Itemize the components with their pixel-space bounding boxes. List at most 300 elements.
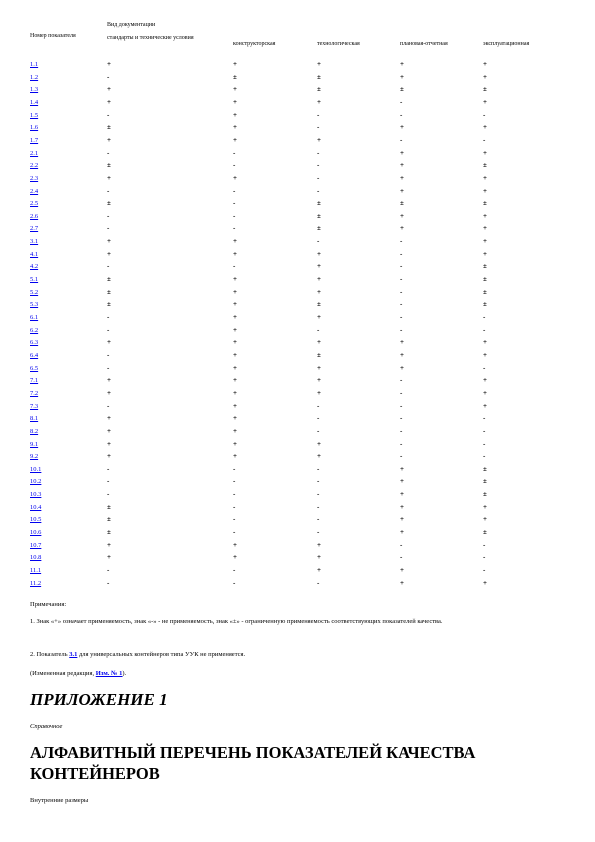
applicability-cell: + [400, 477, 404, 486]
indicator-number-cell [30, 539, 41, 552]
applicability-cell: - [483, 566, 486, 574]
applicability-cell: - [107, 72, 110, 81]
applicability-cell: - [107, 350, 110, 359]
applicability-cell: + [317, 287, 321, 296]
applicability-cell: - [233, 199, 236, 208]
applicability-cell: + [233, 135, 237, 144]
applicability-cell: ± [317, 211, 321, 220]
table-row [0, 362, 595, 374]
table-row [0, 147, 595, 159]
indicator-number-cell [30, 349, 38, 362]
applicability-cell: + [483, 173, 487, 182]
applicability-cell: + [233, 249, 237, 258]
indicator-number-link[interactable]: 2.3 [30, 174, 39, 182]
applicability-cell: - [107, 363, 110, 372]
indicator-number-link[interactable]: 6.5 [30, 364, 39, 372]
applicability-cell: + [400, 173, 404, 182]
table-row [0, 501, 595, 513]
indicator-number-link[interactable]: 2.7 [30, 225, 39, 233]
applicability-cell: + [483, 211, 487, 220]
applicability-cell: + [107, 426, 111, 435]
table-row [0, 412, 595, 424]
table-row [0, 349, 595, 361]
table-row [0, 475, 595, 487]
applicability-cell: - [317, 578, 320, 587]
applicability-cell: - [107, 110, 110, 119]
indicator-number-link[interactable]: 7.2 [30, 389, 39, 397]
applicability-cell: + [107, 376, 111, 385]
applicability-cell: - [233, 528, 236, 537]
header-standards: стандарты и технические условия [107, 35, 194, 41]
indicator-number-link[interactable]: 6.1 [30, 314, 39, 321]
applicability-cell: - [483, 553, 486, 562]
indicator-number-link[interactable]: 10.7 [30, 541, 42, 549]
applicability-cell: - [317, 464, 320, 473]
applicability-cell: + [317, 540, 321, 549]
note-2-text: 2. Показатель [30, 651, 70, 658]
indicator-number-cell [30, 450, 38, 463]
indicator-number-link[interactable]: 10.4 [30, 503, 42, 511]
applicability-cell: - [400, 313, 403, 321]
applicability-cell: + [317, 439, 321, 448]
applicability-cell: + [233, 452, 237, 461]
applicability-cell: - [317, 325, 320, 334]
applicability-cell: - [233, 477, 236, 486]
applicability-cell: + [317, 363, 321, 372]
applicability-cell: - [317, 401, 320, 410]
applicability-cell: - [400, 110, 403, 119]
applicability-cell: ± [107, 199, 111, 208]
indicator-number-link[interactable]: 11.1 [30, 567, 42, 574]
applicability-cell: - [317, 161, 320, 170]
indicator-number-link[interactable]: 6.3 [30, 339, 39, 347]
applicability-cell: ± [107, 300, 111, 309]
indicator-number-link[interactable]: 2.2 [30, 162, 39, 170]
applicability-cell: - [233, 186, 236, 195]
indicator-number-cell [30, 400, 38, 413]
header-technological: технологическая [317, 41, 360, 47]
indicator-number-link[interactable]: 6.4 [30, 351, 39, 359]
applicability-cell: - [317, 477, 320, 486]
indicator-number-cell [30, 475, 41, 488]
applicability-cell: + [233, 287, 237, 296]
applicability-cell: - [400, 97, 403, 106]
indicator-number-link[interactable]: 11.2 [30, 579, 42, 587]
indicator-number-link[interactable]: 1.1 [30, 61, 39, 68]
applicability-cell: ± [483, 275, 487, 284]
header-doc-type: Вид документации [107, 22, 156, 28]
applicability-cell: + [233, 173, 237, 182]
applicability-cell: + [233, 338, 237, 347]
applicability-cell: + [317, 262, 321, 271]
applicability-cell: + [400, 123, 404, 132]
applicability-cell: + [400, 502, 404, 511]
applicability-cell: + [107, 85, 111, 94]
applicability-cell: - [107, 186, 110, 195]
applicability-cell: + [400, 528, 404, 537]
table-row [0, 235, 595, 247]
indicator-number-cell [30, 526, 41, 539]
applicability-cell: + [483, 97, 487, 106]
indicator-number-cell [30, 71, 38, 84]
indicator-number-cell [30, 501, 41, 514]
applicability-cell: - [400, 325, 403, 334]
table-row [0, 374, 595, 386]
table-row [0, 286, 595, 298]
indicator-number-link[interactable]: 7.1 [30, 377, 39, 385]
applicability-cell: - [400, 439, 403, 448]
applicability-cell: + [107, 540, 111, 549]
applicability-cell: + [400, 578, 404, 587]
applicability-cell: - [233, 211, 236, 220]
applicability-cell: ± [483, 300, 487, 309]
table-row [0, 273, 595, 285]
applicability-cell: ± [107, 502, 111, 511]
applicability-cell: - [483, 414, 486, 423]
applicability-cell: + [233, 414, 237, 423]
applicability-cell: - [400, 135, 403, 144]
applicability-cell: + [107, 173, 111, 182]
applicability-cell: + [400, 211, 404, 220]
applicability-cell: - [107, 325, 110, 334]
table-row [0, 109, 595, 121]
indicator-number-link[interactable]: 1.2 [30, 73, 39, 81]
indicator-number-cell [30, 286, 38, 299]
table-row [0, 58, 595, 70]
table-row [0, 121, 595, 133]
indicator-number-link[interactable]: 10.2 [30, 478, 42, 486]
applicability-cell: + [233, 350, 237, 359]
indicator-number-cell [30, 577, 41, 590]
header-indicator-number: Номер показателя [30, 33, 76, 39]
applicability-cell: - [233, 490, 236, 499]
applicability-cell: + [107, 414, 111, 423]
applicability-cell: - [400, 426, 403, 435]
amendment-link[interactable]: Изм. № 1 [95, 670, 123, 677]
indicator-number-cell [30, 58, 38, 71]
indicator-number-link[interactable]: 7.3 [30, 402, 39, 410]
indicator-number-link[interactable]: 5.1 [30, 276, 39, 284]
applicability-cell: - [400, 275, 403, 284]
applicability-cell: - [233, 578, 236, 587]
indicator-number-link[interactable]: 2.5 [30, 200, 39, 208]
indicator-number-cell [30, 260, 38, 273]
table-row [0, 324, 595, 336]
indicator-number-link[interactable]: 5.3 [30, 301, 39, 309]
applicability-cell: + [400, 161, 404, 170]
applicability-cell: - [400, 401, 403, 410]
applicability-cell: + [483, 338, 487, 347]
table-row [0, 539, 595, 551]
indicator-number-cell [30, 109, 38, 122]
applicability-cell: ± [317, 350, 321, 359]
indicator-number-link[interactable]: 1.7 [30, 136, 39, 144]
applicability-cell: - [107, 211, 110, 220]
appendix-title: ПРИЛОЖЕНИЕ 1 [30, 690, 168, 709]
table-row [0, 450, 595, 462]
table-row [0, 222, 595, 234]
indicator-number-cell [30, 311, 38, 324]
applicability-cell: + [483, 186, 487, 195]
applicability-cell: ± [317, 72, 321, 81]
table-row [0, 311, 595, 323]
applicability-cell: - [107, 464, 110, 473]
applicability-cell: ± [483, 161, 487, 170]
indicator-number-link[interactable]: 10.3 [30, 491, 42, 499]
indicator-number-cell [30, 96, 38, 109]
indicator-number-link[interactable]: 10.6 [30, 529, 42, 537]
indicator-number-link[interactable]: 2.4 [30, 187, 39, 195]
applicability-cell: + [400, 515, 404, 524]
applicability-cell: - [483, 325, 486, 334]
applicability-cell: ± [483, 199, 487, 208]
indicator-number-cell [30, 273, 38, 286]
applicability-cell: ± [400, 85, 404, 94]
applicability-cell: - [400, 388, 403, 397]
note-3-text: (Измененная редакция, [30, 670, 96, 677]
applicability-cell: ± [483, 464, 487, 473]
indicator-number-cell [30, 488, 41, 501]
applicability-cell: + [400, 363, 404, 372]
applicability-cell: + [400, 490, 404, 499]
applicability-cell: + [233, 363, 237, 372]
applicability-cell: + [400, 338, 404, 347]
applicability-cell: + [317, 376, 321, 385]
applicability-cell: + [400, 224, 404, 233]
applicability-cell: + [233, 237, 237, 246]
table-row [0, 577, 595, 589]
applicability-cell: - [483, 426, 486, 435]
applicability-cell: - [483, 540, 486, 549]
applicability-cell: + [107, 452, 111, 461]
indicator-number-link[interactable]: 1.4 [30, 98, 39, 106]
applicability-cell: ± [483, 287, 487, 296]
applicability-cell: + [317, 313, 321, 321]
applicability-cell: ± [107, 287, 111, 296]
table-row [0, 425, 595, 437]
applicability-cell: - [233, 262, 236, 271]
applicability-cell: + [317, 135, 321, 144]
applicability-cell: - [107, 477, 110, 486]
indicator-number-cell [30, 374, 38, 387]
indicator-number-link[interactable]: 4.2 [30, 263, 39, 271]
applicability-cell: + [483, 123, 487, 132]
table-row [0, 298, 595, 310]
table-row [0, 336, 595, 348]
indicator-number-link[interactable]: 2.6 [30, 212, 39, 220]
applicability-cell: - [400, 287, 403, 296]
applicability-cell: - [483, 313, 486, 321]
applicability-cell: - [400, 414, 403, 423]
applicability-cell: - [317, 123, 320, 132]
applicability-cell: + [483, 401, 487, 410]
table-row [0, 134, 595, 146]
indicator-number-cell [30, 172, 38, 185]
applicability-cell: + [233, 426, 237, 435]
applicability-cell: - [233, 566, 236, 574]
applicability-cell: + [400, 148, 404, 157]
applicability-cell: - [400, 249, 403, 258]
applicability-cell: - [233, 464, 236, 473]
applicability-cell: - [483, 135, 486, 144]
indicator-number-link[interactable]: 10.5 [30, 516, 42, 524]
indicator-number-link[interactable]: 9.2 [30, 453, 39, 461]
applicability-cell: + [107, 60, 111, 68]
applicability-cell: - [317, 237, 320, 246]
applicability-cell: - [400, 376, 403, 385]
indicator-number-link[interactable]: 8.1 [30, 415, 39, 423]
applicability-cell: + [317, 249, 321, 258]
applicability-cell: + [317, 60, 321, 68]
applicability-cell: ± [317, 224, 321, 233]
indicator-number-cell [30, 210, 38, 223]
indicator-number-cell [30, 235, 38, 248]
applicability-cell: + [400, 60, 404, 68]
indicator-number-link[interactable]: 6.2 [30, 326, 39, 334]
applicability-cell: - [317, 502, 320, 511]
applicability-cell: - [317, 426, 320, 435]
note-3 [30, 669, 570, 678]
indicator-number-link[interactable]: 1.5 [30, 111, 39, 119]
applicability-cell: ± [107, 123, 111, 132]
applicability-cell: + [233, 275, 237, 284]
applicability-cell: - [400, 553, 403, 562]
applicability-cell: ± [107, 161, 111, 170]
applicability-cell: + [317, 275, 321, 284]
table-row [0, 387, 595, 399]
indicator-number-link[interactable]: 10.8 [30, 554, 42, 562]
indicator-number-cell [30, 387, 38, 400]
indicator-number-cell [30, 463, 41, 476]
applicability-cell: + [483, 148, 487, 157]
applicability-cell: + [233, 325, 237, 334]
applicability-cell: ± [483, 262, 487, 271]
applicability-cell: + [233, 97, 237, 106]
applicability-cell: - [233, 502, 236, 511]
indicator-number-cell [30, 222, 38, 235]
table-row [0, 172, 595, 184]
applicability-cell: ± [483, 528, 487, 537]
applicability-cell: - [317, 515, 320, 524]
applicability-cell: + [317, 553, 321, 562]
appendix-heading: АЛФАВИТНЫЙ ПЕРЕЧЕНЬ ПОКАЗАТЕЛЕЙ КАЧЕСТВА КОНТЕЙНЕРОВ [30, 743, 476, 783]
indicator-number-link[interactable]: 3.1 [30, 238, 39, 246]
applicability-cell: + [233, 553, 237, 562]
appendix-subheading: Внутренние размеры [30, 797, 89, 804]
applicability-cell: ± [317, 199, 321, 208]
applicability-cell: ± [107, 528, 111, 537]
table-row [0, 197, 595, 209]
indicator-number-cell [30, 298, 38, 311]
applicability-cell: + [317, 338, 321, 347]
indicator-number-link[interactable]: 5.2 [30, 288, 39, 296]
indicator-number-link[interactable]: 4.1 [30, 250, 39, 258]
indicator-number-link[interactable]: 2.1 [30, 149, 39, 157]
table-row [0, 463, 595, 475]
applicability-cell: - [107, 566, 110, 574]
applicability-cell: - [317, 110, 320, 119]
table-row [0, 210, 595, 222]
applicability-cell: - [107, 401, 110, 410]
applicability-cell: + [483, 60, 487, 68]
applicability-cell: + [400, 566, 404, 574]
applicability-cell: + [233, 313, 237, 321]
applicability-cell: - [107, 578, 110, 587]
note-1: 1. Знак «+» означает применяемость, знак «-» - не применяемость, знак «±» - ограниченную применяемость соответствующих показателей качества. [30, 618, 443, 625]
indicator-number-link[interactable]: 1.6 [30, 124, 39, 132]
applicability-cell: + [483, 249, 487, 258]
note-3-text-end: ). [122, 670, 127, 677]
applicability-cell: + [233, 540, 237, 549]
table-row [0, 551, 595, 563]
applicability-cell: - [233, 148, 236, 157]
notes-title: Примечания: [30, 601, 67, 608]
applicability-cell: + [233, 60, 237, 68]
table-row [0, 83, 595, 95]
applicability-cell: + [483, 376, 487, 385]
applicability-cell: - [233, 161, 236, 170]
indicator-number-cell [30, 412, 38, 425]
indicator-number-link[interactable]: 9.1 [30, 440, 39, 448]
applicability-cell: ± [483, 477, 487, 486]
table-row [0, 488, 595, 500]
applicability-cell: ± [317, 85, 321, 94]
indicator-number-link[interactable]: 10.1 [30, 465, 42, 473]
applicability-cell: + [400, 350, 404, 359]
applicability-cell: - [317, 173, 320, 182]
applicability-cell: - [400, 300, 403, 309]
indicator-number-cell [30, 438, 38, 451]
applicability-cell: - [107, 262, 110, 271]
table-row [0, 513, 595, 525]
applicability-cell: + [400, 186, 404, 195]
applicability-cell: ± [400, 199, 404, 208]
applicability-cell: + [107, 439, 111, 448]
table-row [0, 564, 595, 576]
applicability-cell: - [233, 224, 236, 233]
indicator-number-link[interactable]: 1.3 [30, 86, 39, 94]
note-2-link[interactable]: 3.1 [69, 651, 78, 658]
applicability-cell: + [400, 464, 404, 473]
indicator-number-cell [30, 551, 41, 564]
applicability-cell: - [400, 452, 403, 461]
applicability-cell: ± [107, 275, 111, 284]
applicability-cell: + [233, 123, 237, 132]
indicator-number-link[interactable]: 8.2 [30, 427, 39, 435]
indicator-number-cell [30, 564, 41, 577]
applicability-cell: + [400, 72, 404, 81]
applicability-cell: + [483, 237, 487, 246]
indicator-number-cell [30, 121, 38, 134]
applicability-cell: + [107, 388, 111, 397]
applicability-cell: - [483, 110, 486, 119]
table-row [0, 400, 595, 412]
applicability-cell: + [233, 401, 237, 410]
applicability-cell: - [317, 414, 320, 423]
header-design: конструкторская [233, 41, 276, 47]
header-planning: плановая-отчетная [400, 41, 448, 47]
applicability-cell: + [233, 439, 237, 448]
applicability-cell: + [107, 135, 111, 144]
table-row [0, 71, 595, 83]
applicability-cell: + [483, 515, 487, 524]
applicability-cell: - [400, 237, 403, 246]
applicability-cell: - [233, 515, 236, 524]
applicability-cell: + [107, 553, 111, 562]
applicability-cell: + [107, 97, 111, 106]
applicability-cell: - [483, 439, 486, 448]
note-2 [30, 650, 570, 659]
